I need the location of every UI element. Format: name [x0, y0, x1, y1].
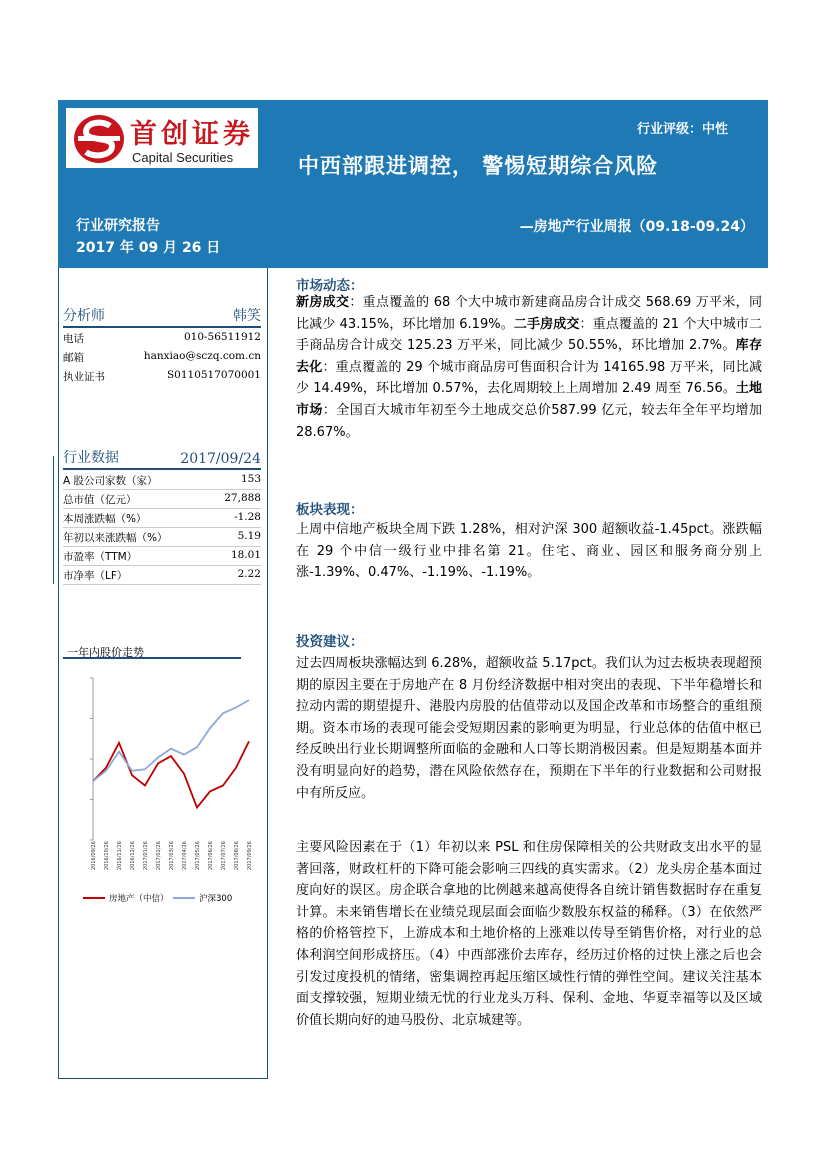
- advice-section-title: 投资建议：: [296, 634, 364, 650]
- analyst-label: 分析师: [63, 308, 105, 324]
- analyst-email-row: [63, 347, 261, 366]
- market-row-value: 27,888: [224, 492, 261, 504]
- analyst-license-row: [63, 366, 261, 385]
- sector-section-text: 上周中信地产板块全周下跌 1.28%，相对沪深 300 超额收益-1.45pct。涨跌幅在 29 个中信一级行业中排名第 21。住宅、商业、园区和服务商分别上涨-1.39%、0.47%、-1.19%、-1.19%。: [296, 522, 762, 581]
- license-value: S0110517070001: [166, 369, 261, 381]
- legend-label: 沪深300: [199, 894, 233, 904]
- market-row: [63, 508, 261, 528]
- analyst-phone-row: [63, 328, 261, 347]
- market-data-border: [53, 456, 56, 584]
- market-row-value: 2.22: [237, 568, 261, 580]
- x-tick-label: 2017/08/26: [234, 841, 240, 870]
- analyst-header: [63, 306, 261, 328]
- x-tick-label: 2017/03/26: [169, 841, 175, 870]
- market-section-title: 市场动态：: [296, 278, 364, 294]
- resale-text: ：重点覆盖的 21 个大中城市二手商品房合计成交 125.23 万平米，同比减少 50.55%，环比增加 2.7%。: [296, 316, 762, 354]
- market-row: [63, 546, 261, 566]
- market-row-label: 市盈率（TTM）: [63, 551, 138, 563]
- market-row-value: 153: [240, 473, 261, 485]
- x-tick-label: 2016/11/26: [117, 841, 123, 870]
- chart-title: 一年内股价走势: [67, 646, 144, 659]
- email-value[interactable]: hanxiao@sczq.com.cn: [143, 350, 261, 362]
- new-house-label: 新房成交: [296, 295, 350, 310]
- advice-paragraph-1: 过去四周板块涨幅达到 6.28%，超额收益 5.17pct。我们认为过去板块表现超预期的原因主要在于房地产在 8 月份经济数据中相对突出的表现、下半年稳增长和拉动内需的期望提升、港股内房股的估值带动以及国企改革和市场整合的重组预期。资本市场的表现可能会受短期因素的影响更为明显，行业总体的估值中枢已经反映出行业长期调整所面临的金融和人口等长期消极因素。但是短期基本面并没有明显向好的趋势，潜在风险依然存在，预期在下半年的行业数据和公司财报中有所反应。: [296, 656, 762, 801]
- report-type: 行业研究报告: [76, 218, 160, 234]
- inventory-text: ：重点覆盖的 29 个城市商品房可售面积合计为 14165.98 万平米，同比减少 14.49%，环比增加 0.57%，去化周期较上上周增加 2.49 周至 76.56。: [296, 359, 762, 397]
- x-tick-label: 2017/09/26: [247, 841, 253, 870]
- report-title: 中西部跟进调控， 警惕短期综合风险: [298, 154, 659, 178]
- series-line-csi300: [93, 700, 249, 781]
- market-row-label: A 股公司家数（家）: [63, 475, 158, 487]
- chart-title-rule: [63, 657, 241, 659]
- legend-label: 房地产（中信）: [109, 894, 169, 904]
- capital-securities-logo-icon: [72, 112, 126, 166]
- resale-label: 二手房成交: [513, 316, 580, 332]
- analyst-name: 韩笑: [233, 308, 261, 324]
- x-tick-label: 2017/01/26: [143, 841, 149, 870]
- header-band: [58, 100, 768, 268]
- x-tick-label: 2016/10/26: [104, 841, 110, 870]
- market-section-text: [296, 292, 762, 443]
- x-tick-label: 2017/07/26: [221, 841, 227, 870]
- sidebar: [58, 268, 268, 1079]
- report-subtitle: —房地产行业周报（09.18-09.24）: [519, 219, 754, 235]
- logo-chinese-name: 首创证券: [130, 119, 254, 150]
- phone-value: 010-56511912: [183, 331, 261, 343]
- land-text: ：全国百大城市年初至今土地成交总价587.99 亿元，较去年全年平均增加28.67%。: [296, 402, 762, 440]
- x-tick-label: 2016/09/26: [91, 841, 97, 870]
- market-data-header: [63, 448, 261, 470]
- advice-paragraph-2: 主要风险因素在于（1）年初以来 PSL 和住房保障相关的公共财政支出水平的显著回落，财政杠杆的下降可能会影响三四线的真实需求。（2）龙头房企基本面过度向好的误区。房企联合拿地的比例越来越高使得各自统计销售数据时存在重复计算。未来销售增长在业绩兑现层面会面临少数股东权益的稀释。（3）在依然严格的价格管控下，上游成本和土地价格的上涨难以传导至销售价格，对行业的总体利润空间形成挤压。（4）中西部涨价去库存，经历过价格的过快上涨之后也会引发过度投机的情绪，密集调控再起压缩区域性行情的弹性空间。建议关注基本面支撑较强，短期业绩无忧的行业龙头万科、保利、金地、华夏幸福等以及区域价值长期向好的迪马股份、北京城建等。: [296, 840, 762, 1028]
- market-row: [63, 527, 261, 547]
- x-tick-label: 2016/12/26: [130, 841, 136, 870]
- market-data-label: 行业数据: [63, 450, 119, 466]
- email-label: 邮箱: [63, 352, 84, 364]
- company-logo: [66, 108, 258, 168]
- market-row: [63, 489, 261, 509]
- market-row-value: -1.28: [234, 511, 261, 523]
- land-label: 土地市场: [296, 381, 762, 418]
- logo-english-name: Capital Securities: [132, 150, 234, 165]
- industry-rating: 行业评级：中性: [636, 122, 728, 137]
- license-label: 执业证书: [63, 371, 105, 383]
- x-tick-label: 2017/02/26: [156, 841, 162, 870]
- market-row: [63, 470, 261, 490]
- inventory-label: 库存去化: [296, 338, 762, 375]
- market-row-label: 市净率（LF）: [63, 570, 128, 582]
- stock-price-chart: [63, 668, 263, 928]
- market-data-date: 2017/09/24: [180, 451, 261, 467]
- x-tick-label: 2017/04/26: [182, 841, 188, 870]
- sector-section-title: 板块表现：: [296, 502, 364, 518]
- market-row-value: 5.19: [237, 530, 261, 542]
- market-row: [63, 565, 261, 585]
- new-house-text: ：重点覆盖的 68 个大中城市新建商品房合计成交 568.69 万平米，同比减少 43.15%，环比增加 6.19%。: [296, 295, 762, 332]
- phone-label: 电话: [63, 333, 84, 345]
- market-row-label: 总市值（亿元）: [63, 494, 137, 506]
- market-row-label: 年初以来涨跌幅（%）: [63, 532, 168, 544]
- x-tick-label: 2017/06/26: [208, 841, 214, 870]
- market-row-value: 18.01: [230, 549, 261, 561]
- x-tick-label: 2017/05/26: [195, 841, 201, 870]
- report-date: 2017 年 09 月 26 日: [76, 240, 221, 256]
- market-row-label: 本周涨跌幅（%）: [63, 513, 147, 525]
- series-line-real-estate: [93, 741, 249, 807]
